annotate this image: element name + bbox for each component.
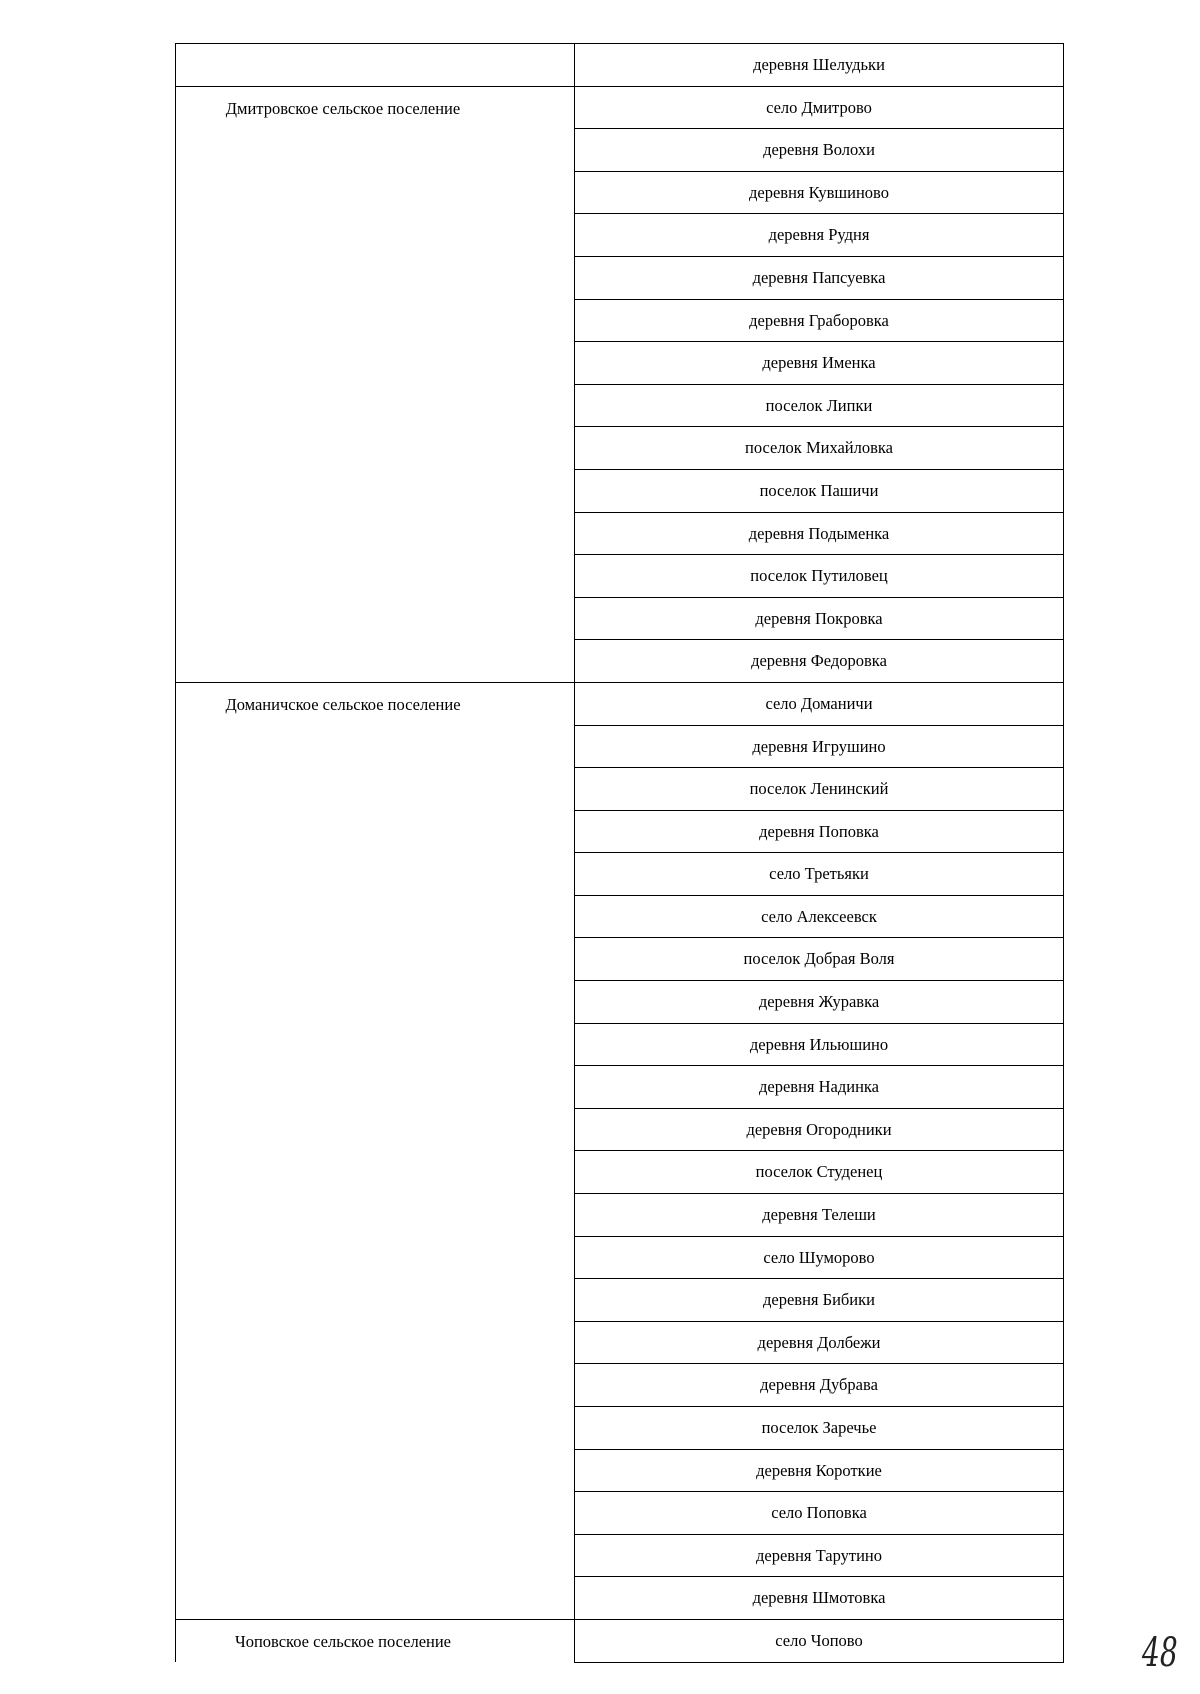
- settlement-name: Доманичское сельское поселение: [225, 694, 461, 714]
- settlement-name: Чоповское сельское поселение: [234, 1631, 452, 1651]
- locality-cell: село Дмитрово: [575, 86, 1064, 129]
- locality-cell: деревня Волохи: [575, 129, 1064, 172]
- locality-cell: деревня Долбежи: [575, 1321, 1064, 1364]
- locality-cell: деревня Тарутино: [575, 1534, 1064, 1577]
- locality-cell: деревня Федоровка: [575, 640, 1064, 683]
- locality-cell: поселок Путиловец: [575, 555, 1064, 598]
- locality-cell: деревня Шмотовка: [575, 1577, 1064, 1620]
- locality-cell: село Шуморово: [575, 1236, 1064, 1279]
- locality-cell: деревня Именка: [575, 342, 1064, 385]
- settlements-table-body: [176, 44, 1064, 1663]
- locality-cell: деревня Граборовка: [575, 299, 1064, 342]
- locality-cell: деревня Подыменка: [575, 512, 1064, 555]
- locality-cell: село Чопово: [575, 1619, 1064, 1662]
- settlement-cell: [176, 44, 575, 87]
- table-row: [176, 86, 1064, 129]
- locality-cell: деревня Огородники: [575, 1108, 1064, 1151]
- locality-cell: деревня Рудня: [575, 214, 1064, 257]
- locality-cell: деревня Дубрава: [575, 1364, 1064, 1407]
- locality-cell: деревня Шелудьки: [575, 44, 1064, 87]
- locality-cell: деревня Покровка: [575, 597, 1064, 640]
- locality-cell: поселок Добрая Воля: [575, 938, 1064, 981]
- settlement-cell: [176, 86, 575, 682]
- locality-cell: поселок Студенец: [575, 1151, 1064, 1194]
- locality-cell: поселок Пашичи: [575, 469, 1064, 512]
- table-row: [176, 1619, 1064, 1662]
- locality-cell: поселок Михайловка: [575, 427, 1064, 470]
- locality-cell: село Алексеевск: [575, 895, 1064, 938]
- settlement-name: [184, 44, 502, 56]
- locality-cell: деревня Журавка: [575, 981, 1064, 1024]
- table-row: [176, 682, 1064, 725]
- settlement-name: Дмитровское сельское поселение: [225, 98, 461, 118]
- locality-cell: деревня Короткие: [575, 1449, 1064, 1492]
- locality-cell: поселок Липки: [575, 384, 1064, 427]
- locality-cell: деревня Поповка: [575, 810, 1064, 853]
- locality-cell: поселок Заречье: [575, 1407, 1064, 1450]
- settlement-cell: [176, 1619, 575, 1662]
- locality-cell: село Третьяки: [575, 853, 1064, 896]
- locality-cell: село Доманичи: [575, 682, 1064, 725]
- locality-cell: деревня Надинка: [575, 1066, 1064, 1109]
- page-number: 48: [1142, 1630, 1178, 1676]
- settlement-cell: [176, 682, 575, 1619]
- locality-cell: деревня Папсуевка: [575, 256, 1064, 299]
- locality-cell: деревня Телеши: [575, 1194, 1064, 1237]
- locality-cell: деревня Бибики: [575, 1279, 1064, 1322]
- table-row: [176, 44, 1064, 87]
- locality-cell: село Поповка: [575, 1492, 1064, 1535]
- settlements-table: [175, 43, 1064, 1663]
- locality-cell: поселок Ленинский: [575, 768, 1064, 811]
- locality-cell: деревня Ильюшино: [575, 1023, 1064, 1066]
- locality-cell: деревня Игрушино: [575, 725, 1064, 768]
- locality-cell: деревня Кувшиново: [575, 171, 1064, 214]
